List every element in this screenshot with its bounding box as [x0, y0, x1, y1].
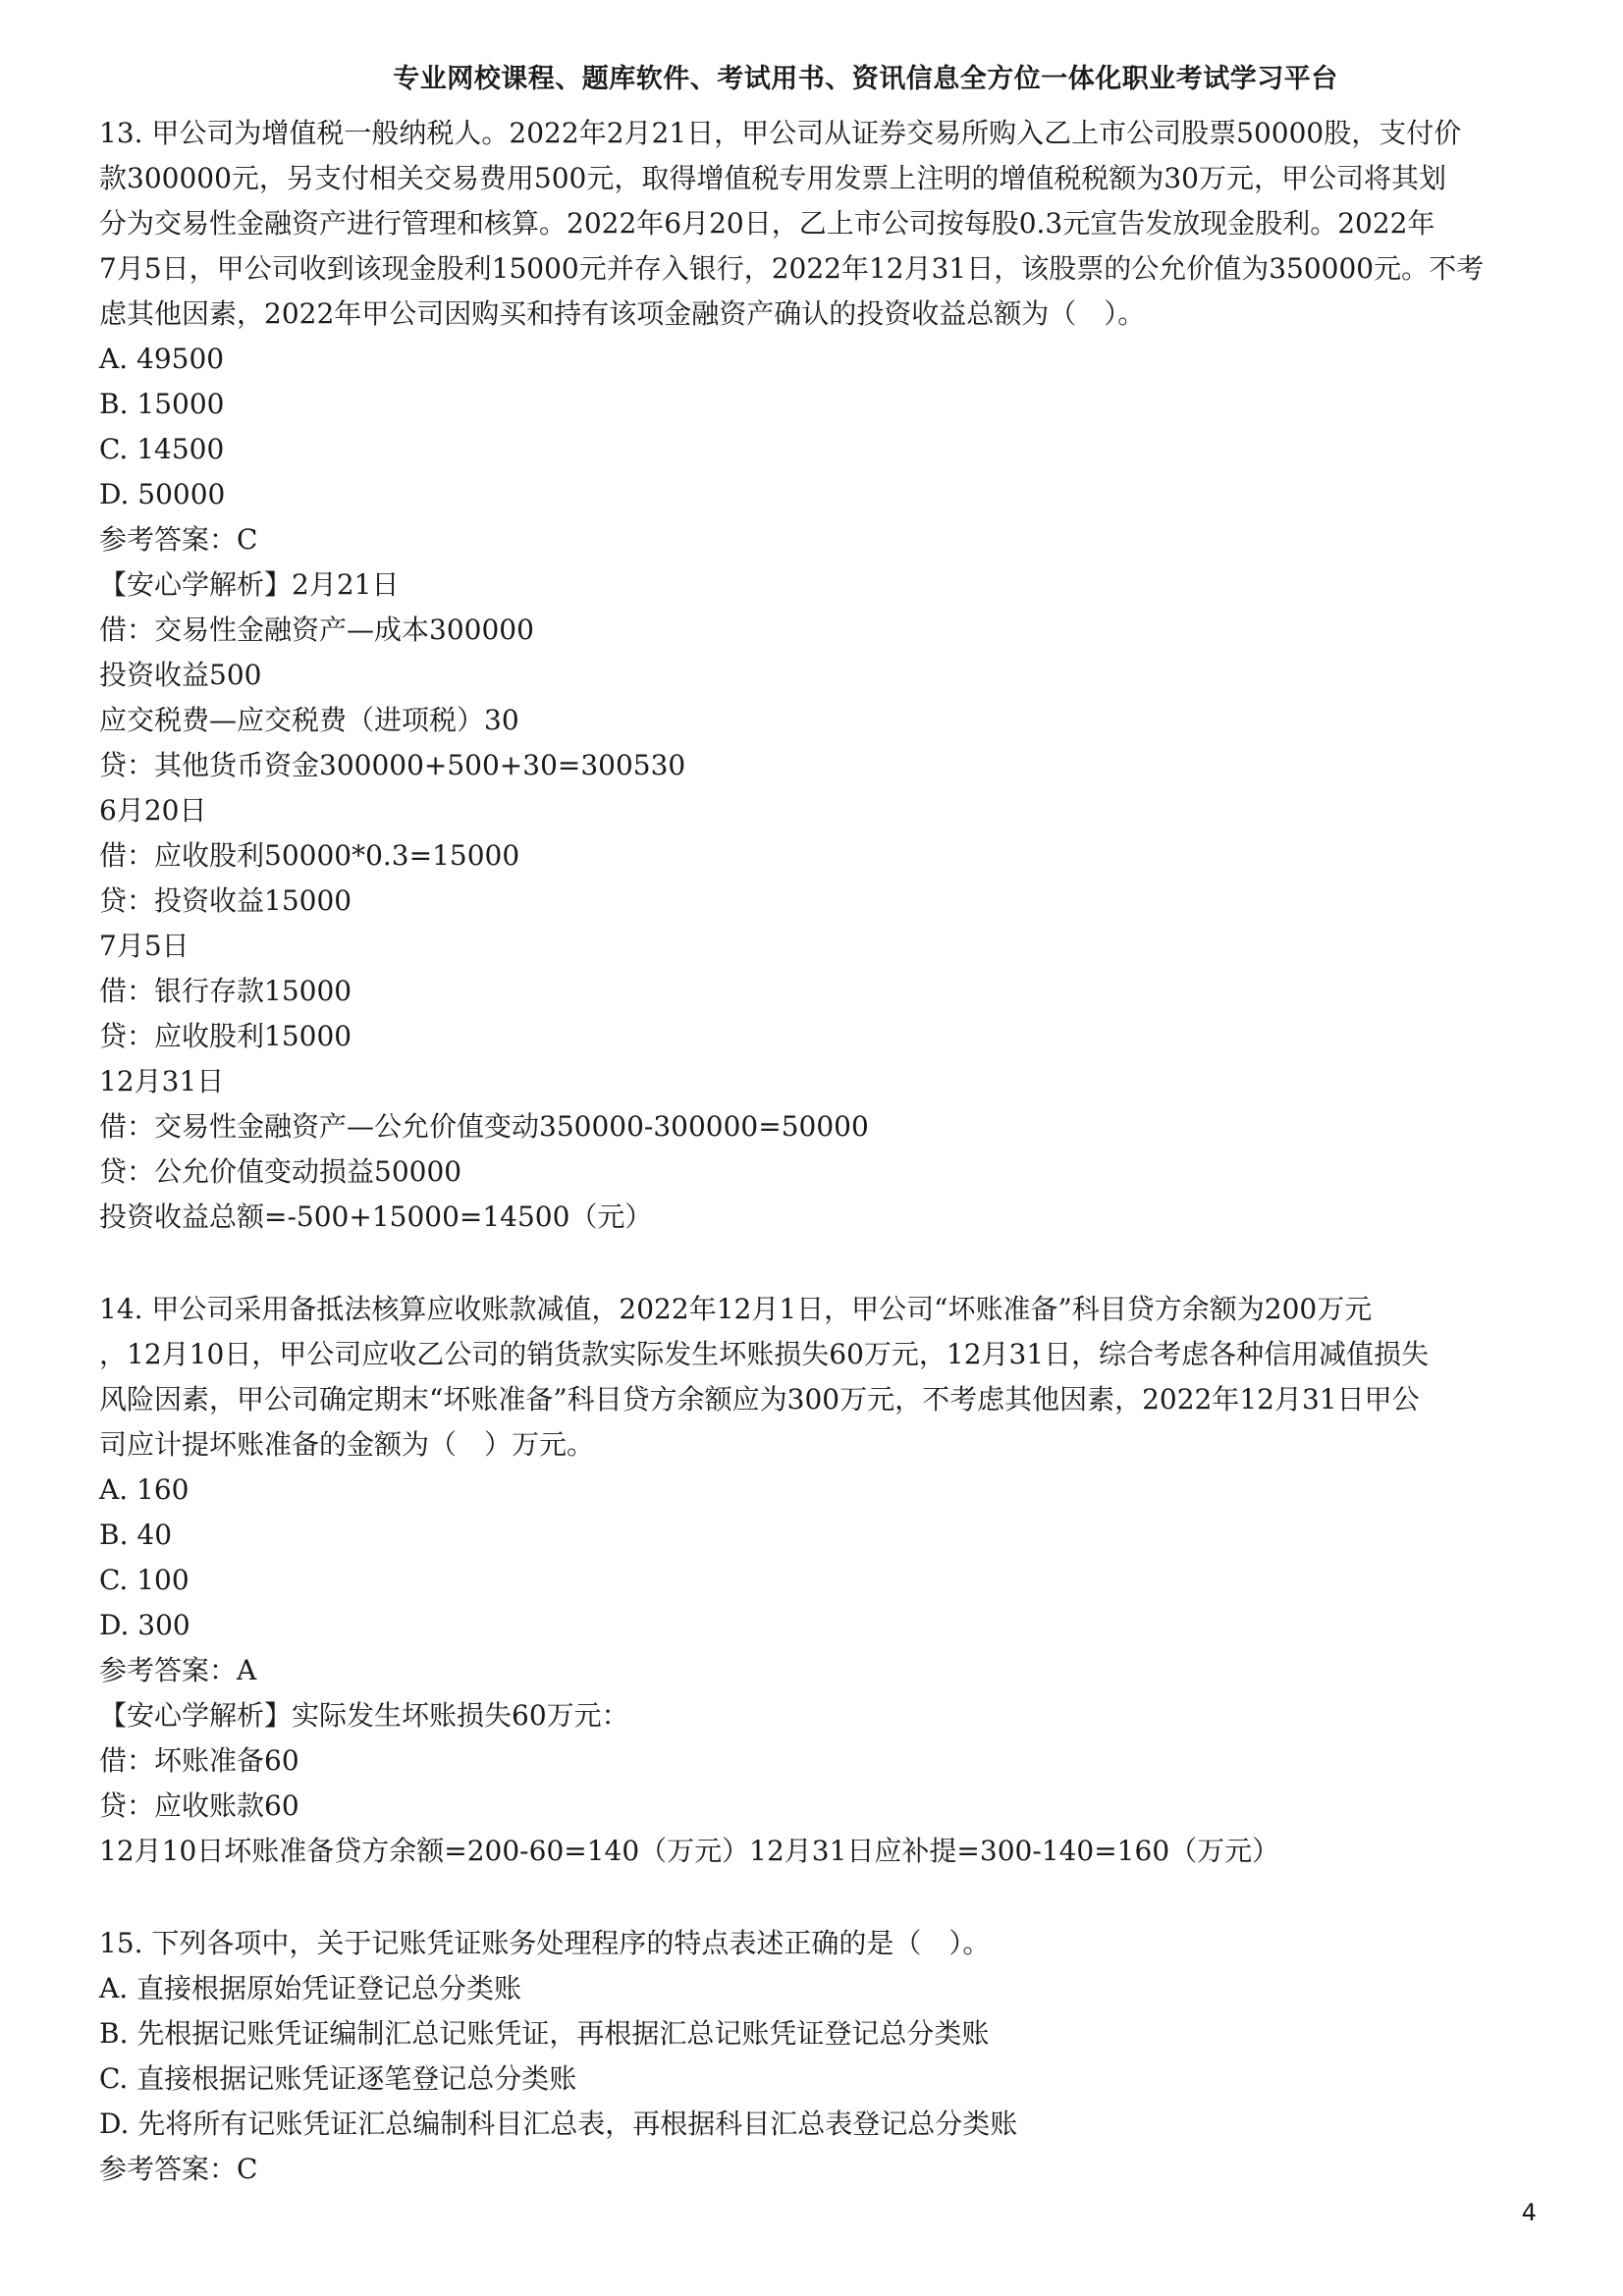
option-d: D. 300	[99, 1609, 190, 1641]
page-number: 4	[1521, 2199, 1537, 2226]
analysis-line: 贷：公允价值变动损益50000	[99, 1155, 462, 1188]
analysis-line: 【安心学解析】实际发生坏账损失60万元：	[99, 1699, 629, 1732]
question-stem-line: 风险因素，甲公司确定期末“坏账准备”科目贷方余额应为300万元，不考虑其他因素，2022年12月31日甲公	[99, 1383, 1420, 1415]
option-d: D. 50000	[99, 478, 226, 510]
question-stem-line: ，12月10日，甲公司应收乙公司的销货款实际发生坏账损失60万元，12月31日，综合考虑各种信用减值损失	[99, 1338, 1430, 1370]
option-b: B. 先根据记账凭证编制汇总记账凭证，再根据汇总记账凭证登记总分类账	[99, 2017, 990, 2050]
question-stem-line: 14. 甲公司采用备抵法核算应收账款减值，2022年12月1日，甲公司“坏账准备”科目贷方余额为200万元	[99, 1293, 1373, 1325]
section-gap	[99, 1874, 1533, 1921]
analysis-line: 投资收益500	[99, 659, 262, 691]
question-15	[99, 1921, 1533, 2192]
option-c: C. 100	[99, 1564, 189, 1596]
analysis-line: 借：应收股利50000*0.3=15000	[99, 839, 520, 872]
question-stem-line: 司应计提坏账准备的金额为（ ）万元。	[99, 1428, 595, 1461]
analysis-line: 12月10日坏账准备贷方余额=200-60=140（万元）12月31日应补提=300-140=160（万元）	[99, 1835, 1280, 1867]
question-14	[99, 1287, 1533, 1874]
analysis-line: 贷：其他货币资金300000+500+30=300530	[99, 749, 686, 781]
analysis-line: 投资收益总额=-500+15000=14500（元）	[99, 1201, 653, 1233]
question-stem-line: 13. 甲公司为增值税一般纳税人。2022年2月21日，甲公司从证券交易所购入乙上市公司股票50000股，支付价	[99, 117, 1462, 149]
question-stem-line: 虑其他因素，2022年甲公司因购买和持有该项金融资产确认的投资收益总额为（ ）。	[99, 297, 1146, 330]
analysis-line: 应交税费—应交税费（进项税）30	[99, 704, 519, 736]
analysis-line: 贷：应收股利15000	[99, 1020, 352, 1052]
option-c: C. 14500	[99, 433, 225, 465]
analysis-line: 12月31日	[99, 1065, 225, 1097]
option-a: A. 160	[99, 1473, 189, 1506]
analysis-line: 贷：应收账款60	[99, 1789, 299, 1822]
section-gap	[99, 1240, 1533, 1287]
question-stem-line: 款300000元，另支付相关交易费用500元，取得增值税专用发票上注明的增值税税额为30万元，甲公司将其划	[99, 162, 1446, 194]
page-header: 专业网校课程、题库软件、考试用书、资讯信息全方位一体化职业考试学习平台	[393, 64, 1338, 94]
document-body	[99, 111, 1533, 2192]
analysis-line: 借：银行存款15000	[99, 975, 352, 1007]
question-13	[99, 111, 1533, 1240]
analysis-line: 【安心学解析】2月21日	[99, 568, 400, 601]
analysis-line: 借：交易性金融资产—成本300000	[99, 614, 534, 646]
question-stem-line: 7月5日，甲公司收到该现金股利15000元并存入银行，2022年12月31日，该股票的公允价值为350000元。不考	[99, 252, 1485, 285]
question-stem-line: 分为交易性金融资产进行管理和核算。2022年6月20日，乙上市公司按每股0.3元宣告发放现金股利。2022年	[99, 207, 1435, 240]
option-a: A. 49500	[99, 343, 225, 375]
reference-answer: 参考答案：C	[99, 2153, 258, 2185]
option-d: D. 先将所有记账凭证汇总编制科目汇总表，再根据科目汇总表登记总分类账	[99, 2108, 1018, 2140]
reference-answer: 参考答案：A	[99, 1654, 257, 1686]
analysis-line: 借：坏账准备60	[99, 1744, 299, 1777]
option-c: C. 直接根据记账凭证逐笔登记总分类账	[99, 2062, 577, 2095]
option-b: B. 40	[99, 1519, 173, 1551]
analysis-line: 借：交易性金融资产—公允价值变动350000-300000=50000	[99, 1110, 869, 1143]
analysis-line: 7月5日	[99, 930, 189, 962]
analysis-line: 6月20日	[99, 794, 207, 827]
question-stem-line: 15. 下列各项中，关于记账凭证账务处理程序的特点表述正确的是（ ）。	[99, 1927, 991, 1959]
option-b: B. 15000	[99, 388, 225, 420]
analysis-line: 贷：投资收益15000	[99, 884, 352, 917]
reference-answer: 参考答案：C	[99, 523, 258, 556]
option-a: A. 直接根据原始凭证登记总分类账	[99, 1972, 522, 2004]
